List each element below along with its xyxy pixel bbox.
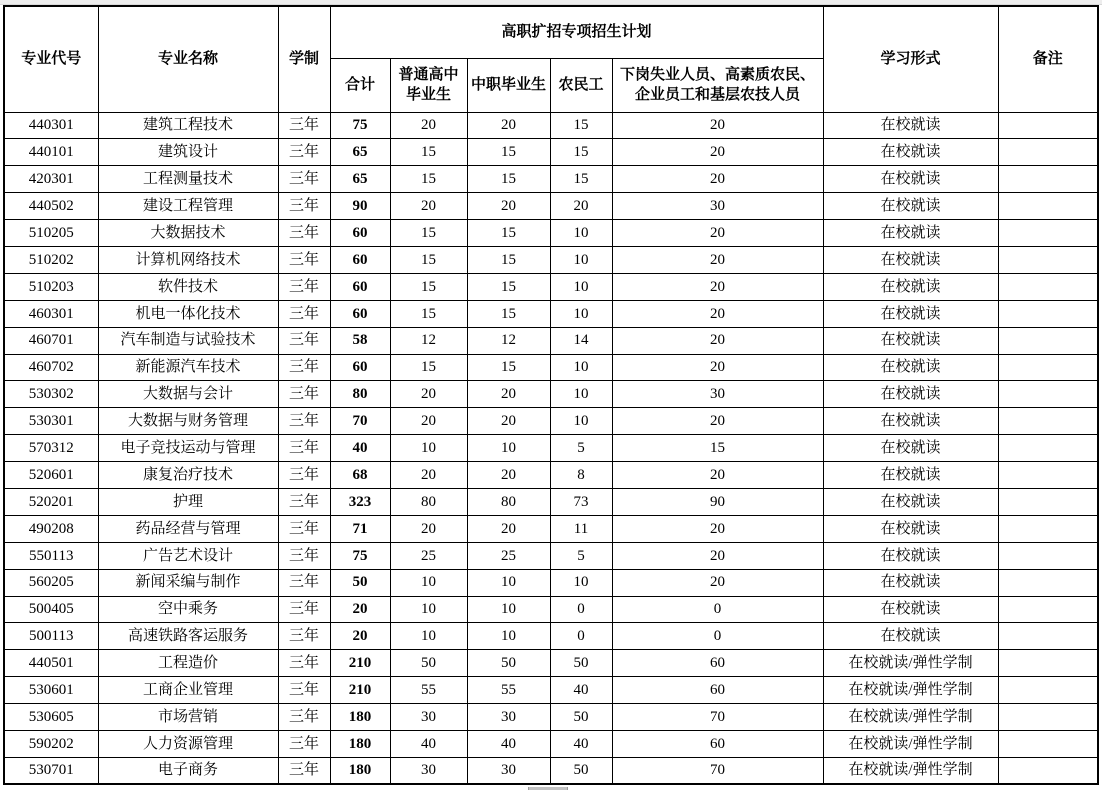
cell-major-code: 510203 (4, 273, 98, 300)
cell-major-name: 新能源汽车技术 (98, 354, 278, 381)
cell-secondary-voc-grads: 40 (467, 730, 550, 757)
table-row (4, 300, 1098, 327)
cell-regular-hs-grads: 10 (390, 569, 467, 596)
cell-other-groups: 70 (612, 704, 823, 731)
cell-secondary-voc-grads: 25 (467, 542, 550, 569)
cell-major-name: 工程测量技术 (98, 166, 278, 193)
cell-major-code: 520601 (4, 462, 98, 489)
header-study-form: 学习形式 (823, 6, 998, 112)
table-row (4, 488, 1098, 515)
cell-major-name: 软件技术 (98, 273, 278, 300)
cell-major-code: 530301 (4, 408, 98, 435)
cell-other-groups: 20 (612, 139, 823, 166)
cell-secondary-voc-grads: 80 (467, 488, 550, 515)
cell-regular-hs-grads: 40 (390, 730, 467, 757)
cell-duration: 三年 (278, 139, 330, 166)
cell-secondary-voc-grads: 20 (467, 515, 550, 542)
cell-other-groups: 20 (612, 166, 823, 193)
cell-study-form: 在校就读/弹性学制 (823, 730, 998, 757)
cell-total: 210 (330, 650, 390, 677)
cell-major-name: 电子商务 (98, 757, 278, 784)
cell-major-code: 460301 (4, 300, 98, 327)
cell-study-form: 在校就读/弹性学制 (823, 650, 998, 677)
cell-duration: 三年 (278, 462, 330, 489)
cell-study-form: 在校就读 (823, 139, 998, 166)
table-row (4, 542, 1098, 569)
cell-study-form: 在校就读 (823, 193, 998, 220)
cell-major-code: 530601 (4, 677, 98, 704)
cell-study-form: 在校就读/弹性学制 (823, 757, 998, 784)
table-row (4, 515, 1098, 542)
cell-remarks (998, 166, 1098, 193)
cell-total: 60 (330, 273, 390, 300)
cell-secondary-voc-grads: 20 (467, 408, 550, 435)
cell-remarks (998, 139, 1098, 166)
cell-major-name: 空中乘务 (98, 596, 278, 623)
cell-duration: 三年 (278, 596, 330, 623)
cell-other-groups: 20 (612, 112, 823, 139)
cell-major-name: 大数据技术 (98, 220, 278, 247)
cell-duration: 三年 (278, 381, 330, 408)
cell-duration: 三年 (278, 246, 330, 273)
cell-migrant-workers: 8 (550, 462, 612, 489)
cell-regular-hs-grads: 10 (390, 623, 467, 650)
table-row (4, 166, 1098, 193)
cell-major-code: 460702 (4, 354, 98, 381)
table-row (4, 139, 1098, 166)
cell-total: 70 (330, 408, 390, 435)
cell-secondary-voc-grads: 15 (467, 273, 550, 300)
cell-major-code: 560205 (4, 569, 98, 596)
cell-regular-hs-grads: 25 (390, 542, 467, 569)
cell-regular-hs-grads: 20 (390, 408, 467, 435)
cell-other-groups: 60 (612, 677, 823, 704)
cell-regular-hs-grads: 20 (390, 515, 467, 542)
cell-study-form: 在校就读 (823, 246, 998, 273)
cell-remarks (998, 730, 1098, 757)
cell-remarks (998, 704, 1098, 731)
cell-migrant-workers: 10 (550, 408, 612, 435)
cell-duration: 三年 (278, 193, 330, 220)
cell-secondary-voc-grads: 12 (467, 327, 550, 354)
cell-major-name: 汽车制造与试验技术 (98, 327, 278, 354)
cell-duration: 三年 (278, 704, 330, 731)
cell-secondary-voc-grads: 10 (467, 623, 550, 650)
cell-remarks (998, 300, 1098, 327)
cell-major-code: 460701 (4, 327, 98, 354)
cell-migrant-workers: 5 (550, 435, 612, 462)
table-row (4, 730, 1098, 757)
cell-major-name: 市场营销 (98, 704, 278, 731)
cell-remarks (998, 381, 1098, 408)
cell-migrant-workers: 0 (550, 623, 612, 650)
cell-total: 58 (330, 327, 390, 354)
cell-migrant-workers: 50 (550, 650, 612, 677)
cell-migrant-workers: 11 (550, 515, 612, 542)
cell-major-name: 建设工程管理 (98, 193, 278, 220)
cell-duration: 三年 (278, 408, 330, 435)
cell-duration: 三年 (278, 515, 330, 542)
header-remarks: 备注 (998, 6, 1098, 112)
cell-regular-hs-grads: 15 (390, 354, 467, 381)
cell-secondary-voc-grads: 10 (467, 596, 550, 623)
cell-regular-hs-grads: 55 (390, 677, 467, 704)
cell-major-name: 建筑设计 (98, 139, 278, 166)
cell-major-code: 530605 (4, 704, 98, 731)
cell-total: 210 (330, 677, 390, 704)
cell-secondary-voc-grads: 15 (467, 246, 550, 273)
cell-major-name: 大数据与会计 (98, 381, 278, 408)
header-total: 合计 (330, 58, 390, 112)
cell-major-name: 高速铁路客运服务 (98, 623, 278, 650)
cell-other-groups: 70 (612, 757, 823, 784)
header-regular-high-school: 普通高中毕业生 (390, 58, 467, 112)
cell-total: 75 (330, 542, 390, 569)
table-row (4, 623, 1098, 650)
cell-remarks (998, 677, 1098, 704)
cell-secondary-voc-grads: 20 (467, 193, 550, 220)
table-row (4, 435, 1098, 462)
cell-total: 323 (330, 488, 390, 515)
cell-total: 71 (330, 515, 390, 542)
cell-regular-hs-grads: 50 (390, 650, 467, 677)
table-row (4, 381, 1098, 408)
table-row (4, 327, 1098, 354)
cell-major-name: 广告艺术设计 (98, 542, 278, 569)
cell-migrant-workers: 50 (550, 757, 612, 784)
cell-major-code: 510205 (4, 220, 98, 247)
cell-other-groups: 20 (612, 408, 823, 435)
cell-remarks (998, 193, 1098, 220)
cell-secondary-voc-grads: 15 (467, 220, 550, 247)
cell-migrant-workers: 15 (550, 139, 612, 166)
cell-remarks (998, 462, 1098, 489)
cell-other-groups: 20 (612, 273, 823, 300)
cell-secondary-voc-grads: 15 (467, 354, 550, 381)
cell-regular-hs-grads: 15 (390, 300, 467, 327)
cell-duration: 三年 (278, 542, 330, 569)
cell-study-form: 在校就读/弹性学制 (823, 677, 998, 704)
cell-major-code: 570312 (4, 435, 98, 462)
cell-total: 65 (330, 139, 390, 166)
cell-total: 180 (330, 730, 390, 757)
cell-major-name: 大数据与财务管理 (98, 408, 278, 435)
cell-regular-hs-grads: 10 (390, 435, 467, 462)
cell-duration: 三年 (278, 569, 330, 596)
cell-major-name: 新闻采编与制作 (98, 569, 278, 596)
cell-major-name: 工商企业管理 (98, 677, 278, 704)
cell-other-groups: 20 (612, 569, 823, 596)
cell-regular-hs-grads: 80 (390, 488, 467, 515)
cell-regular-hs-grads: 20 (390, 462, 467, 489)
cell-major-code: 500113 (4, 623, 98, 650)
cell-total: 60 (330, 354, 390, 381)
cell-study-form: 在校就读 (823, 569, 998, 596)
cell-remarks (998, 246, 1098, 273)
cell-study-form: 在校就读 (823, 166, 998, 193)
cell-study-form: 在校就读 (823, 273, 998, 300)
table-row (4, 462, 1098, 489)
cell-secondary-voc-grads: 30 (467, 757, 550, 784)
cell-remarks (998, 623, 1098, 650)
cell-remarks (998, 354, 1098, 381)
cell-major-code: 440501 (4, 650, 98, 677)
cell-other-groups: 60 (612, 730, 823, 757)
cell-major-code: 510202 (4, 246, 98, 273)
cell-study-form: 在校就读 (823, 542, 998, 569)
cell-secondary-voc-grads: 15 (467, 300, 550, 327)
cell-major-code: 420301 (4, 166, 98, 193)
header-major-name: 专业名称 (98, 6, 278, 112)
cell-secondary-voc-grads: 30 (467, 704, 550, 731)
cell-other-groups: 60 (612, 650, 823, 677)
cell-secondary-voc-grads: 55 (467, 677, 550, 704)
cell-major-code: 440502 (4, 193, 98, 220)
cell-remarks (998, 273, 1098, 300)
cell-migrant-workers: 10 (550, 381, 612, 408)
cell-regular-hs-grads: 20 (390, 112, 467, 139)
cell-secondary-voc-grads: 50 (467, 650, 550, 677)
cell-duration: 三年 (278, 730, 330, 757)
cell-study-form: 在校就读/弹性学制 (823, 704, 998, 731)
table-row (4, 569, 1098, 596)
cell-major-code: 530701 (4, 757, 98, 784)
cell-total: 60 (330, 246, 390, 273)
cell-duration: 三年 (278, 488, 330, 515)
cell-study-form: 在校就读 (823, 408, 998, 435)
cell-other-groups: 30 (612, 381, 823, 408)
cell-duration: 三年 (278, 112, 330, 139)
cell-migrant-workers: 40 (550, 677, 612, 704)
cell-regular-hs-grads: 15 (390, 166, 467, 193)
cell-total: 60 (330, 300, 390, 327)
cell-secondary-voc-grads: 15 (467, 139, 550, 166)
cell-secondary-voc-grads: 10 (467, 435, 550, 462)
cell-study-form: 在校就读 (823, 623, 998, 650)
cell-regular-hs-grads: 15 (390, 139, 467, 166)
cell-other-groups: 20 (612, 327, 823, 354)
cell-other-groups: 20 (612, 515, 823, 542)
cell-major-code: 530302 (4, 381, 98, 408)
header-migrant-workers: 农民工 (550, 58, 612, 112)
cell-total: 50 (330, 569, 390, 596)
cell-major-code: 440101 (4, 139, 98, 166)
cell-other-groups: 20 (612, 220, 823, 247)
cell-major-code: 590202 (4, 730, 98, 757)
cell-remarks (998, 220, 1098, 247)
cell-remarks (998, 757, 1098, 784)
cell-total: 20 (330, 596, 390, 623)
cell-migrant-workers: 15 (550, 166, 612, 193)
cell-study-form: 在校就读 (823, 515, 998, 542)
table-row (4, 677, 1098, 704)
cell-other-groups: 0 (612, 596, 823, 623)
cell-total: 60 (330, 220, 390, 247)
table-row (4, 273, 1098, 300)
cell-migrant-workers: 10 (550, 273, 612, 300)
cell-regular-hs-grads: 15 (390, 246, 467, 273)
header-secondary-vocational: 中职毕业生 (467, 58, 550, 112)
cell-other-groups: 90 (612, 488, 823, 515)
cell-other-groups: 30 (612, 193, 823, 220)
table-row (4, 220, 1098, 247)
cell-total: 75 (330, 112, 390, 139)
cell-other-groups: 20 (612, 462, 823, 489)
cell-major-name: 电子竞技运动与管理 (98, 435, 278, 462)
cell-duration: 三年 (278, 354, 330, 381)
table-row (4, 408, 1098, 435)
cell-study-form: 在校就读 (823, 596, 998, 623)
cell-duration: 三年 (278, 623, 330, 650)
cell-major-code: 520201 (4, 488, 98, 515)
cell-regular-hs-grads: 30 (390, 704, 467, 731)
cell-study-form: 在校就读 (823, 354, 998, 381)
cell-remarks (998, 435, 1098, 462)
table-row (4, 354, 1098, 381)
cell-other-groups: 20 (612, 246, 823, 273)
cell-duration: 三年 (278, 273, 330, 300)
cell-other-groups: 0 (612, 623, 823, 650)
cell-migrant-workers: 15 (550, 112, 612, 139)
cell-other-groups: 20 (612, 300, 823, 327)
cell-remarks (998, 569, 1098, 596)
cell-regular-hs-grads: 15 (390, 220, 467, 247)
cell-secondary-voc-grads: 15 (467, 166, 550, 193)
cell-total: 40 (330, 435, 390, 462)
cell-migrant-workers: 10 (550, 300, 612, 327)
table-row (4, 704, 1098, 731)
cell-duration: 三年 (278, 677, 330, 704)
cell-remarks (998, 488, 1098, 515)
cell-major-name: 计算机网络技术 (98, 246, 278, 273)
cell-major-name: 康复治疗技术 (98, 462, 278, 489)
cell-regular-hs-grads: 20 (390, 381, 467, 408)
cell-major-name: 护理 (98, 488, 278, 515)
cell-migrant-workers: 10 (550, 354, 612, 381)
cell-remarks (998, 596, 1098, 623)
cell-major-name: 药品经营与管理 (98, 515, 278, 542)
table-row (4, 112, 1098, 139)
cell-regular-hs-grads: 12 (390, 327, 467, 354)
cell-secondary-voc-grads: 20 (467, 462, 550, 489)
cell-study-form: 在校就读 (823, 112, 998, 139)
cell-total: 180 (330, 704, 390, 731)
cell-major-code: 490208 (4, 515, 98, 542)
cell-study-form: 在校就读 (823, 381, 998, 408)
cell-study-form: 在校就读 (823, 300, 998, 327)
cell-total: 20 (330, 623, 390, 650)
cell-migrant-workers: 73 (550, 488, 612, 515)
table-row (4, 757, 1098, 784)
cell-duration: 三年 (278, 650, 330, 677)
cell-total: 65 (330, 166, 390, 193)
cell-regular-hs-grads: 30 (390, 757, 467, 784)
cell-secondary-voc-grads: 20 (467, 381, 550, 408)
cell-major-name: 人力资源管理 (98, 730, 278, 757)
cell-remarks (998, 327, 1098, 354)
table-row (4, 596, 1098, 623)
cell-migrant-workers: 40 (550, 730, 612, 757)
header-duration: 学制 (278, 6, 330, 112)
cell-other-groups: 20 (612, 542, 823, 569)
cell-study-form: 在校就读 (823, 462, 998, 489)
cell-migrant-workers: 10 (550, 220, 612, 247)
cell-migrant-workers: 14 (550, 327, 612, 354)
cell-duration: 三年 (278, 300, 330, 327)
cell-duration: 三年 (278, 435, 330, 462)
cell-migrant-workers: 10 (550, 569, 612, 596)
cell-total: 68 (330, 462, 390, 489)
cell-remarks (998, 650, 1098, 677)
cell-duration: 三年 (278, 757, 330, 784)
cell-remarks (998, 515, 1098, 542)
cell-major-code: 550113 (4, 542, 98, 569)
cell-total: 180 (330, 757, 390, 784)
cell-duration: 三年 (278, 327, 330, 354)
cell-migrant-workers: 5 (550, 542, 612, 569)
cell-study-form: 在校就读 (823, 327, 998, 354)
cell-duration: 三年 (278, 166, 330, 193)
cell-migrant-workers: 10 (550, 246, 612, 273)
cell-remarks (998, 542, 1098, 569)
cell-major-name: 工程造价 (98, 650, 278, 677)
cell-other-groups: 20 (612, 354, 823, 381)
table-row (4, 246, 1098, 273)
cell-major-code: 500405 (4, 596, 98, 623)
cell-major-name: 建筑工程技术 (98, 112, 278, 139)
header-other-groups: 下岗失业人员、高素质农民、企业员工和基层农技人员 (612, 58, 823, 112)
cell-migrant-workers: 50 (550, 704, 612, 731)
cell-study-form: 在校就读 (823, 488, 998, 515)
cell-total: 80 (330, 381, 390, 408)
cell-migrant-workers: 20 (550, 193, 612, 220)
cell-regular-hs-grads: 10 (390, 596, 467, 623)
cell-major-name: 机电一体化技术 (98, 300, 278, 327)
cell-study-form: 在校就读 (823, 220, 998, 247)
cell-other-groups: 15 (612, 435, 823, 462)
cell-secondary-voc-grads: 10 (467, 569, 550, 596)
header-plan-group: 高职扩招专项招生计划 (330, 6, 823, 58)
table-row (4, 650, 1098, 677)
cell-study-form: 在校就读 (823, 435, 998, 462)
cell-remarks (998, 112, 1098, 139)
cell-secondary-voc-grads: 20 (467, 112, 550, 139)
cell-remarks (998, 408, 1098, 435)
enrollment-plan-table (3, 5, 1099, 785)
cell-major-code: 440301 (4, 112, 98, 139)
cell-total: 90 (330, 193, 390, 220)
cell-migrant-workers: 0 (550, 596, 612, 623)
header-major-code: 专业代号 (4, 6, 98, 112)
cell-regular-hs-grads: 15 (390, 273, 467, 300)
cell-regular-hs-grads: 20 (390, 193, 467, 220)
table-row (4, 193, 1098, 220)
cell-duration: 三年 (278, 220, 330, 247)
